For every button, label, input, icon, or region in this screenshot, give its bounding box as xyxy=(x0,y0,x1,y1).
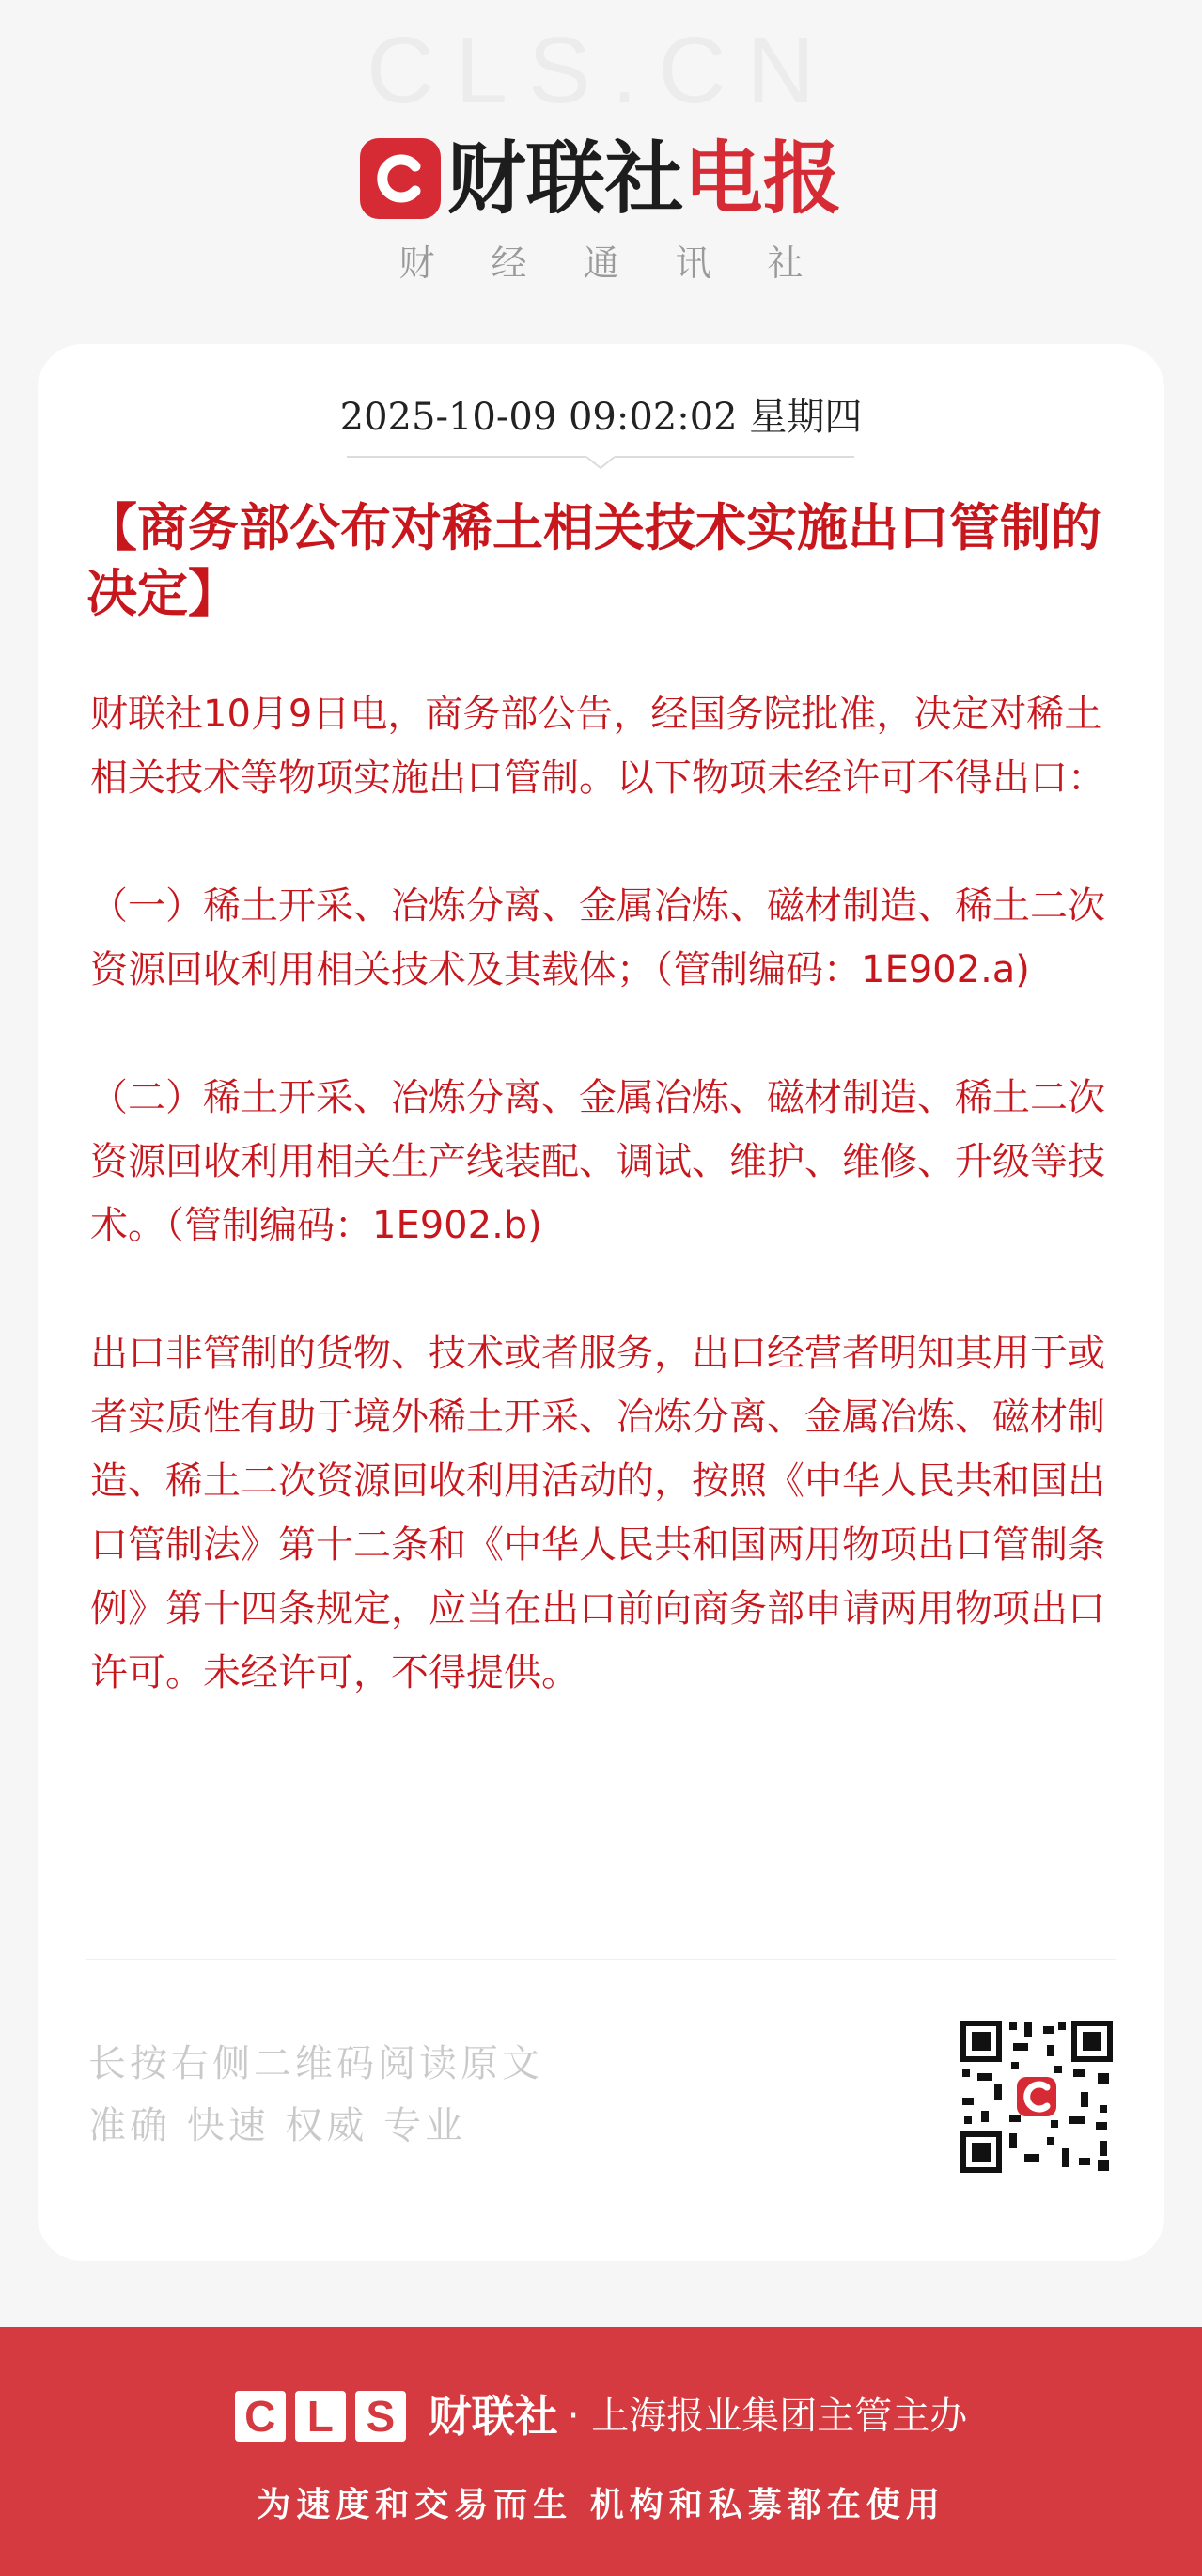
qr-code-icon[interactable] xyxy=(957,2017,1116,2177)
watermark-text: CLS.CN xyxy=(367,18,835,123)
slogan-hint: 准确 快速 权威 专业 xyxy=(88,2104,467,2147)
article-card xyxy=(38,344,1164,2261)
article-paragraph: （二）稀土开采、冶炼分离、金属冶炼、磁材制造、稀土二次资源回收利用相关生产线装配、调试、维护、维修、升级等技术。（管制编码：1E902.b) xyxy=(90,1076,1105,1247)
cls-brand-name: 财联社 xyxy=(428,2391,558,2442)
brand-name: 财联社 xyxy=(446,133,684,225)
read-original-hint: 长按右侧二维码阅读原文 xyxy=(88,2042,543,2085)
cls-organization: · 上海报业集团主管主办 xyxy=(567,2395,968,2438)
article-paragraph: （一）稀土开采、冶炼分离、金属冶炼、磁材制造、稀土二次资源回收利用相关技术及其载体；（管制编码：1E902.a) xyxy=(90,884,1105,991)
brand-tagline: 财经通讯社 xyxy=(398,242,860,284)
cls-letter-l: L xyxy=(295,2391,346,2442)
brand-logo xyxy=(0,132,1202,226)
cls-letter-c: C xyxy=(235,2391,286,2442)
bottom-banner xyxy=(0,2327,1202,2576)
article-paragraph: 出口非管制的货物、技术或者服务，出口经营者明知其用于或者实质性有助于境外稀土开采、冶炼分离、金属冶炼、磁材制造、稀土二次资源回收利用活动的，按照《中华人民共和国出口管制法》第十二条和《中华人民共和国两用物项出口管制条例》第十四条规定，应当在出口前向商务部申请两用物项出口许可。未经许可，不得提供。 xyxy=(90,1332,1105,1694)
cls-letter-s: S xyxy=(355,2391,406,2442)
card-divider xyxy=(86,1959,1116,1960)
article-paragraph: 财联社10月9日电，商务部公告，经国务院批准，决定对稀土相关技术等物项实施出口管制。以下物项未经许可不得出口： xyxy=(90,693,1105,800)
cls-logo-icon xyxy=(360,138,441,219)
article-headline: 【商务部公布对稀土相关技术实施出口管制的决定】 xyxy=(86,497,1101,623)
publish-datetime: 2025-10-09 09:02:02 星期四 xyxy=(339,396,863,439)
cls-brand-row xyxy=(0,2383,1202,2449)
divider-caret-icon xyxy=(347,453,854,472)
bottom-slogan: 为速度和交易而生 机构和私募都在使用 xyxy=(257,2486,945,2524)
article-body xyxy=(90,682,1133,1769)
brand-name-accent: 电报 xyxy=(683,133,842,225)
